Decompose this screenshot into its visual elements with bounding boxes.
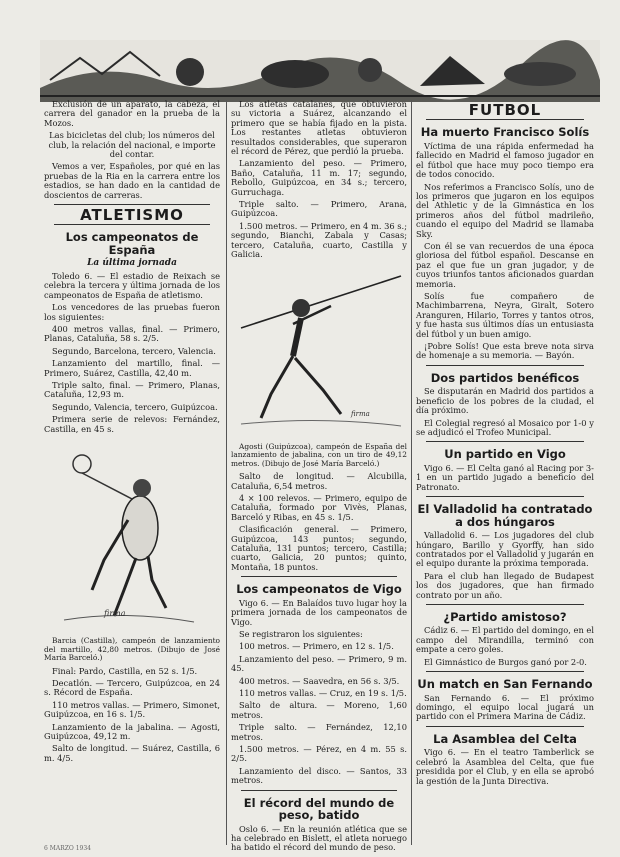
article-paragraph: Salto de longitud. — Alcubilla, Cataluña, 6,54 metros. (231, 471, 407, 491)
result-line: 400 metros. — Saavedra, en 56 s. 3/5. (239, 675, 400, 686)
article-paragraph: Cádiz 6. — El partido del domingo, en el campo del Mirandilla, terminó con empate a cero goles. (416, 625, 594, 655)
figure-caption: Agosti (Guipúzcoa), campeón de España del lanzamiento de jabalina, con un tiro de 49,12 metros. (Dibujo de José María Barceló.) (231, 441, 407, 468)
article-paragraph: Toledo 6. — El estadio de Reixach se celebra la tercera y última jornada de los campeonatos de España de atletismo. (44, 270, 220, 300)
column-rule-right (411, 100, 412, 845)
article-paragraph: ¡Pobre Solís! Que esta breve nota sirva de homenaje a su memoria. — Bayón. (416, 341, 594, 361)
result-line: Lanzamiento del peso. — Primero, 9 m. 45. (231, 653, 407, 674)
headline-francisco-solis: Ha muerto Francisco Solís (420, 125, 590, 140)
article-paragraph: Los atletas catalanes, que obtuvieron su victoria a Suárez, alcanzando el primero que se había fijado en la pista. Los restantes atletas obtuvieron resultados considerables, que superaron el récord de Pérez, que perdió la prueba. (231, 99, 407, 157)
javelin-thrower-illustration (231, 266, 407, 436)
column-rule-left (226, 100, 227, 845)
article-paragraph: 1.500 metros. — Primero, en 4 m. 36 s.; segundo, Bianchi, Zabala y Casas; tercero, Cataluña, cuarto, Castilla y Galicia. (231, 220, 407, 260)
result-line: Lanzamiento del martillo, final. — Primero, Suárez, Castilla, 42,40 m. (44, 358, 220, 378)
result-line: Triple salto. — Fernández, 12,10 metros. (231, 722, 407, 742)
article-paragraph: Solís fue compañero de Machimbarrena, Neyra, Giralt, Sotero Aranguren, Hilario, Torres y tantos otros, y fue hasta sus últimos días un entusiasta del fútbol y un buen amigo. (416, 291, 594, 339)
subheadline: La última jornada (87, 258, 177, 269)
article-paragraph: Triple salto. — Primero, Arana, Guipúzcoa. (231, 199, 407, 219)
headline-record-mundo: El récord del mundo de peso, batido (243, 795, 395, 823)
article-paragraph: Nos referimos a Francisco Solís, uno de los primeros que jugaron en los equipos del Athletic y de la Gimnástica en los primeros años del fútbol madrileño, cuando el equipo del Madrid se llamaba Sky. (416, 181, 594, 239)
article-paragraph: Vigo 6. — El Celta ganó al Racing por 3-1 en un partido jugado a beneficio del Patronato. (416, 462, 594, 492)
page-footer: 6 MARZO 1934 (44, 845, 91, 852)
intro-paragraph: Exclusión de un aparato, la cabeza, el carrera del ganador en la prueba de la Mozos. (44, 99, 220, 128)
divider (426, 365, 584, 366)
divider (54, 224, 210, 225)
notes-paragraph: Las bicicletas del club; los números del club, la relación del nacional, e importe del contar. (48, 130, 216, 160)
article-paragraph: Vigo 6. — En Balaídos tuvo lugar hoy la primera jornada de los campeonatos de Vigo. (231, 597, 407, 627)
result-line: 110 metros vallas. — Cruz, en 19 s. 1/5. (239, 687, 407, 698)
result-line: Salto de longitud. — Suárez, Castilla, 6 m. 4/5. (44, 743, 220, 763)
figure-caption: Barcia (Castilla), campeón de lanzamiento del martillo, 42,80 metros. (Dibujo de José María Barceló.) (44, 636, 220, 663)
svg-text:firma: firma (351, 409, 370, 418)
article-paragraph: Víctima de una rápida enfermedad ha fallecido en Madrid el famoso jugador en el fútbol que hace muy poco tiempo era de todos conocido. (416, 140, 594, 180)
headline-campeonatos-espana: Los campeonatos de España (65, 230, 199, 257)
article-paragraph: El Colegial regresó al Mosaico por 1-0 y se adjudicó el Trofeo Municipal. (416, 417, 594, 437)
decorative-header-illustration (40, 40, 600, 102)
article-paragraph: Los vencedores de las pruebas fueron los siguientes: (44, 302, 220, 322)
divider (426, 671, 584, 672)
headline-partido-vigo: Un partido en Vigo (444, 447, 566, 462)
divider (426, 441, 584, 442)
article-paragraph: San Fernando 6. — El próximo domingo, el equipo local jugará un partido con el Primera Marina de Cádiz. (416, 692, 594, 722)
section-title-atletismo: ATLETISMO (80, 206, 184, 225)
divider (241, 576, 397, 577)
divider (426, 496, 584, 497)
hammer-thrower-illustration (44, 440, 220, 630)
column-right (416, 100, 594, 845)
headline-match-san-fernando: Un match en San Fernando (417, 677, 593, 692)
article-paragraph: Valladolid 6. — Los jugadores del club húngaro, Barillo y Gyorffy, han sido contratados por el Valladolid y jugarán en el equipo durante la próxima temporada. (416, 530, 594, 569)
column-left (44, 100, 220, 845)
article-paragraph: Oslo 6. — En la reunión atlética que se ha celebrado en Bislett, el atleta noruego ha batido el récord del mundo de peso. (231, 823, 407, 853)
result-line: 100 metros. — Primero, en 12 s. 1/5. (239, 641, 394, 652)
article-paragraph: Para el club han llegado de Budapest los dos jugadores, que han firmado contrato por un año. (416, 570, 594, 600)
divider (426, 726, 584, 727)
column-middle (231, 99, 407, 853)
article-paragraph: El Gimnástico de Burgos ganó por 2-0. (424, 656, 587, 667)
article-paragraph: Vemos a ver, Españoles, por qué en las pruebas de la Ria en la carrera entre los estadios, se han dado en la cantidad de doscientos de carreras. (44, 161, 220, 200)
result-line: Salto de altura. — Moreno, 1,60 metros. (231, 700, 407, 720)
divider (54, 204, 210, 205)
divider (426, 604, 584, 605)
article-paragraph: 4 × 100 relevos. — Primero, equipo de Cataluña, formado por Vivès, Planas, Barceló y Ribas, en 45 s. 1/5. (231, 492, 407, 522)
section-title-futbol: FUTBOL (468, 101, 542, 119)
headline-partido-amistoso: ¿Partido amistoso? (443, 609, 567, 624)
result-line: Lanzamiento de la jabalina. — Agosti, Guipúzcoa, 49,12 m. (44, 721, 220, 742)
result-line: Lanzamiento del disco. — Santos, 33 metros. (231, 765, 407, 786)
headline-partidos-beneficos: Dos partidos benéficos (430, 370, 580, 385)
headline-campeonatos-vigo: Los campeonatos de Vigo (236, 582, 402, 597)
result-line: Primera serie de relevos: Fernández, Castilla, en 45 s. (44, 414, 220, 434)
article-paragraph: Con él se van recuerdos de una época gloriosa del fútbol español. Descanse en paz el que fue un gran jugador, y de cuyos triunfos tantos aficionados guardan memoria. (416, 240, 594, 289)
headline-valladolid-hungaros: El Valladolid ha contratado a dos húngaros (417, 502, 593, 529)
article-paragraph: Vigo 6. — En el teatro Tamberlick se celebró la Asamblea del Celta, que fue presidida por el Club, y en ella se aprobó la gestión de la Junta Directiva. (416, 747, 594, 786)
result-line: Segundo, Barcelona, tercero, Valencia. (52, 345, 216, 356)
result-line: Triple salto, final. — Primero, Planas, Cataluña, 12,93 m. (44, 379, 220, 400)
article-paragraph: Clasificación general. — Primero, Guipúzcoa, 143 puntos; segundo, Cataluña, 131 puntos; tercero, Castilla; cuarto, Galicia, 20 puntos; quinto, Montaña, 18 puntos. (231, 524, 407, 572)
svg-text:firma: firma (104, 608, 126, 618)
result-line: Final: Pardo, Castilla, en 52 s. 1/5. (52, 665, 198, 676)
result-line: Segundo, Valencia, tercero, Guipúzcoa. (52, 401, 218, 412)
article-paragraph: Lanzamiento del peso. — Primero, Baño, Cataluña, 11 m. 17; segundo, Rebollo, Guipúzcoa, en 34 s.; tercero, Gurruchaga. (231, 158, 407, 197)
result-line: Se registraron los siguientes: (239, 628, 363, 639)
result-line: 1.500 metros. — Pérez, en 4 m. 55 s. 2/5. (231, 743, 407, 764)
divider (241, 790, 397, 791)
headline-asamblea-celta: La Asamblea del Celta (433, 731, 577, 746)
article-paragraph: Se disputarán en Madrid dos partidos a beneficio de los pobres de la ciudad, el día próximo. (416, 386, 594, 416)
result-line: 400 metros vallas, final. — Primero, Planas, Cataluña, 58 s. 2/5. (44, 323, 220, 344)
result-line: Decatlón. — Tercero, Guipúzcoa, en 24 s. Récord de España. (44, 678, 220, 698)
divider (426, 119, 584, 120)
result-line: 110 metros vallas. — Primero, Simonet, Guipúzcoa, en 16 s. 1/5. (44, 699, 220, 720)
